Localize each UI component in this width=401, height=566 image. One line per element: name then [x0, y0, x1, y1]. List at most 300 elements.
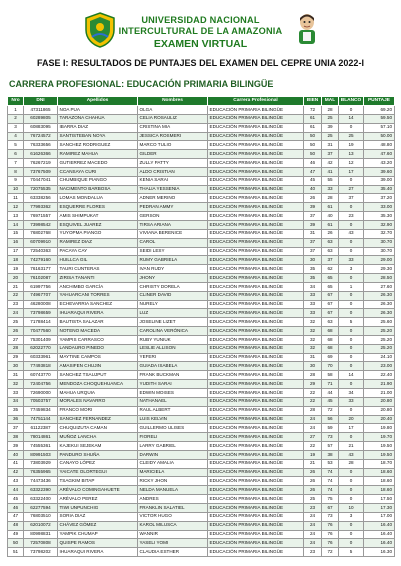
dni-cell: 70477560: [24, 327, 58, 336]
university-name-line2: INTERCULTURAL DE LA AMAZONIA: [118, 26, 283, 36]
dni-cell: 72075535: [24, 185, 58, 194]
row-number: 20: [8, 274, 24, 283]
dni-cell: 73803929: [24, 459, 58, 468]
bien-cell: 26: [304, 194, 322, 203]
blanco-cell: 3: [339, 512, 364, 521]
bien-cell: 29: [304, 380, 322, 389]
mal-cell: 70: [322, 362, 339, 371]
dni-cell: 76803510: [24, 512, 58, 521]
bien-cell: 23: [304, 503, 322, 512]
puntaje-cell: 21.90: [364, 380, 395, 389]
blanco-cell: 34: [339, 389, 364, 398]
bien-cell: 24: [304, 539, 322, 548]
apellidos-cell: MUÑOZ LANCHA: [58, 433, 138, 442]
bien-cell: 50: [304, 141, 322, 150]
table-row: [8, 309, 395, 318]
blanco-cell: 0: [339, 362, 364, 371]
results-table: [7, 96, 395, 557]
dni-cell: 63322390: [24, 486, 58, 495]
mal-cell: 33: [322, 185, 339, 194]
row-number: 19: [8, 265, 24, 274]
dni-cell: 76163177: [24, 265, 58, 274]
nombres-cell: CAROLINA VERÓNICA: [138, 327, 208, 336]
table-row: [8, 123, 395, 132]
dni-cell: 63338256: [24, 194, 58, 203]
row-number: 51: [8, 548, 24, 557]
blanco-cell: 23: [339, 212, 364, 221]
puntaje-cell: 17.50: [364, 495, 395, 504]
puntaje-cell: 39.00: [364, 176, 395, 185]
puntaje-cell: 16.40: [364, 539, 395, 548]
dni-cell: 76333656: [24, 141, 58, 150]
blanco-cell: 0: [339, 433, 364, 442]
row-number: 13: [8, 212, 24, 221]
nombres-cell: CRISTINA MIA: [138, 123, 208, 132]
bien-cell: 32: [304, 335, 322, 344]
dni-cell: 60743770: [24, 371, 58, 380]
dni-cell: 76355965: [24, 468, 58, 477]
bien-cell: 28: [304, 406, 322, 415]
table-row: [8, 300, 395, 309]
puntaje-cell: 26.30: [364, 291, 395, 300]
mal-cell: 26: [322, 229, 339, 238]
mal-cell: 63: [322, 238, 339, 247]
carrera-cell: EDUCACIÓN PRIMARIA BILINGÜE: [208, 389, 304, 398]
nombres-cell: MARCO TULIO: [138, 141, 208, 150]
blanco-cell: 0: [339, 203, 364, 212]
blanco-cell: 28: [339, 459, 364, 468]
dni-cell: 76971557: [24, 212, 58, 221]
carrera-cell: EDUCACIÓN PRIMARIA BILINGÜE: [208, 159, 304, 168]
nombres-cell: ZULLY PATTY: [138, 159, 208, 168]
mal-cell: 72: [322, 548, 339, 557]
nombres-cell: THALIA YESSENIA: [138, 185, 208, 194]
row-number: 24: [8, 309, 24, 318]
row-number: 17: [8, 247, 24, 256]
carrera-cell: EDUCACIÓN PRIMARIA BILINGÜE: [208, 238, 304, 247]
blanco-cell: 21: [339, 442, 364, 451]
table-row: [8, 150, 395, 159]
university-name-line1: UNIVERSIDAD NACIONAL: [141, 15, 260, 25]
bien-cell: 30: [304, 362, 322, 371]
apellidos-cell: ESQUIVEL JUAREZ: [58, 220, 138, 229]
mal-cell: 67: [322, 300, 339, 309]
nombres-cell: KAROL MILUSCA: [138, 521, 208, 530]
apellidos-cell: YUYOPMA PIANGO: [58, 229, 138, 238]
row-number: 32: [8, 380, 24, 389]
apellidos-cell: PACAYA CAY: [58, 247, 138, 256]
mal-cell: 56: [322, 415, 339, 424]
mal-cell: 74: [322, 468, 339, 477]
carrera-cell: EDUCACIÓN PRIMARIA BILINGÜE: [208, 114, 304, 123]
table-row: [8, 548, 395, 557]
apellidos-cell: SANCHEZ FERNANDEZ: [58, 415, 138, 424]
blanco-cell: 17: [339, 424, 364, 433]
mal-cell: 68: [322, 344, 339, 353]
blanco-cell: 0: [339, 309, 364, 318]
blanco-cell: 37: [339, 194, 364, 203]
blanco-cell: 0: [339, 247, 364, 256]
column-header-nro: Nro: [8, 97, 24, 106]
row-number: 46: [8, 503, 24, 512]
blanco-cell: 0: [339, 380, 364, 389]
apellidos-cell: ESQUERRE FLORES: [58, 203, 138, 212]
puntaje-cell: 25.20: [364, 327, 395, 336]
bien-cell: 24: [304, 415, 322, 424]
dni-cell: 72570808: [24, 539, 58, 548]
apellidos-cell: NACIMENTO BARBOSA: [58, 185, 138, 194]
column-header-bien: BIEN: [304, 97, 322, 106]
puntaje-cell: 16.40: [364, 521, 395, 530]
carrera-cell: EDUCACIÓN PRIMARIA BILINGÜE: [208, 344, 304, 353]
dni-cell: 72540363: [24, 247, 58, 256]
apellidos-cell: ZIRISA TANANTI: [58, 274, 138, 283]
bien-cell: 33: [304, 300, 322, 309]
row-number: 28: [8, 344, 24, 353]
phase-heading: FASE I: RESULTADOS DE PUNTAJES DEL EXAMEN DEL CEPRE UNIA 2022-I: [37, 58, 364, 68]
puntaje-cell: 23.00: [364, 362, 395, 371]
carrera-cell: EDUCACIÓN PRIMARIA BILINGÜE: [208, 300, 304, 309]
mal-cell: 73: [322, 512, 339, 521]
row-number: 42: [8, 468, 24, 477]
apellidos-cell: RAMIREZ DIAZ: [58, 238, 138, 247]
apellidos-cell: YAHUARCANI TORRES: [58, 291, 138, 300]
row-number: 35: [8, 406, 24, 415]
row-number: 48: [8, 521, 24, 530]
blanco-cell: 0: [339, 300, 364, 309]
dni-cell: 60333961: [24, 353, 58, 362]
apellidos-cell: ANCHIMBO GARCÍA: [58, 282, 138, 291]
mal-cell: 25: [322, 132, 339, 141]
table-row: [8, 433, 395, 442]
mal-cell: 55: [322, 176, 339, 185]
row-number: 1: [8, 106, 24, 115]
table-header-row: [8, 97, 395, 106]
dni-cell: 70447041: [24, 176, 58, 185]
row-number: 27: [8, 335, 24, 344]
carrera-cell: EDUCACIÓN PRIMARIA BILINGÜE: [208, 468, 304, 477]
dni-cell: 73767509: [24, 167, 58, 176]
table-row: [8, 521, 395, 530]
puntaje-cell: 20.40: [364, 415, 395, 424]
table-row: [8, 486, 395, 495]
bien-cell: 45: [304, 176, 322, 185]
column-header-nombres: Nombres: [138, 97, 208, 106]
row-number: 14: [8, 220, 24, 229]
puntaje-cell: 33.00: [364, 203, 395, 212]
dni-cell: 46280008: [24, 300, 58, 309]
carrera-cell: EDUCACIÓN PRIMARIA BILINGÜE: [208, 247, 304, 256]
nombres-cell: CELIA ROSAULIZ: [138, 114, 208, 123]
mal-cell: 67: [322, 309, 339, 318]
apellidos-cell: IHUARAQUI RIVERA: [58, 309, 138, 318]
carrera-cell: EDUCACIÓN PRIMARIA BILINGÜE: [208, 371, 304, 380]
dni-cell: 77993362: [24, 203, 58, 212]
nombres-cell: JESSICA ROSMERI: [138, 132, 208, 141]
table-row: [8, 185, 395, 194]
blanco-cell: 27: [339, 185, 364, 194]
table-row: [8, 468, 395, 477]
dni-cell: 61626366: [24, 150, 58, 159]
carrera-cell: EDUCACIÓN PRIMARIA BILINGÜE: [208, 495, 304, 504]
puntaje-cell: 69.20: [364, 106, 395, 115]
carrera-cell: EDUCACIÓN PRIMARIA BILINGÜE: [208, 433, 304, 442]
table-row: [8, 291, 395, 300]
mal-cell: 28: [322, 106, 339, 115]
bien-cell: 24: [304, 424, 322, 433]
carrera-cell: EDUCACIÓN PRIMARIA BILINGÜE: [208, 309, 304, 318]
mal-cell: 74: [322, 477, 339, 486]
mal-cell: 68: [322, 327, 339, 336]
apellidos-cell: PANDURO SHUÑA: [58, 450, 138, 459]
blanco-cell: 0: [339, 406, 364, 415]
blanco-cell: 0: [339, 468, 364, 477]
carrera-cell: EDUCACIÓN PRIMARIA BILINGÜE: [208, 521, 304, 530]
row-number: 36: [8, 415, 24, 424]
table-row: [8, 539, 395, 548]
table-row: [8, 194, 395, 203]
dni-cell: 71788414: [24, 318, 58, 327]
mal-cell: 41: [322, 167, 339, 176]
blanco-cell: 5: [339, 548, 364, 557]
puntaje-cell: 50.00: [364, 132, 395, 141]
row-number: 45: [8, 495, 24, 504]
table-row: [8, 247, 395, 256]
mal-cell: 72: [322, 406, 339, 415]
blanco-cell: 0: [339, 220, 364, 229]
mal-cell: 65: [322, 282, 339, 291]
nombres-cell: VICTOR HUGO: [138, 512, 208, 521]
puntaje-cell: 32.70: [364, 229, 395, 238]
puntaje-cell: 57.10: [364, 123, 395, 132]
blanco-cell: 0: [339, 106, 364, 115]
table-row: [8, 362, 395, 371]
mal-cell: 65: [322, 274, 339, 283]
mal-cell: 44: [322, 389, 339, 398]
table-row: [8, 114, 395, 123]
table-row: [8, 406, 395, 415]
puntaje-cell: 29.00: [364, 256, 395, 265]
carrera-cell: EDUCACIÓN PRIMARIA BILINGÜE: [208, 327, 304, 336]
row-number: 3: [8, 123, 24, 132]
nombres-cell: CLEIDY AMALIA: [138, 459, 208, 468]
nombres-cell: RICKY JHON: [138, 477, 208, 486]
dni-cell: 74555361: [24, 442, 58, 451]
dni-cell: 74751144: [24, 415, 58, 424]
bien-cell: 32: [304, 318, 322, 327]
bien-cell: 22: [304, 389, 322, 398]
blanco-cell: 0: [339, 274, 364, 283]
puntaje-cell: 16.30: [364, 548, 395, 557]
apellidos-cell: NOA PUA: [58, 106, 138, 115]
carrera-cell: EDUCACIÓN PRIMARIA BILINGÜE: [208, 318, 304, 327]
dni-cell: 61997756: [24, 282, 58, 291]
apellidos-cell: MAHUA URQUIA: [58, 389, 138, 398]
apellidos-cell: NOTENO MACEDA: [58, 327, 138, 336]
nombres-cell: LESLIE ALLISON: [138, 344, 208, 353]
carrera-cell: EDUCACIÓN PRIMARIA BILINGÜE: [208, 512, 304, 521]
puntaje-cell: 35.30: [364, 212, 395, 221]
bien-cell: 28: [304, 371, 322, 380]
mal-cell: 40: [322, 212, 339, 221]
puntaje-cell: 26.30: [364, 309, 395, 318]
bien-cell: 33: [304, 309, 322, 318]
puntaje-cell: 20.80: [364, 406, 395, 415]
blanco-cell: 25: [339, 132, 364, 141]
blanco-cell: 12: [339, 159, 364, 168]
nombres-cell: PEDRAN AMMY: [138, 203, 208, 212]
carrera-cell: EDUCACIÓN PRIMARIA BILINGÜE: [208, 362, 304, 371]
table-row: [8, 229, 395, 238]
column-header-mal: MAL: [322, 97, 339, 106]
mal-cell: 25: [322, 114, 339, 123]
mal-cell: 76: [322, 521, 339, 530]
blanco-cell: 0: [339, 238, 364, 247]
apellidos-cell: TIWI UNPUNCHIG: [58, 503, 138, 512]
bien-cell: 33: [304, 291, 322, 300]
table-row: [8, 106, 395, 115]
table-row: [8, 203, 395, 212]
mal-cell: 62: [322, 265, 339, 274]
row-number: 9: [8, 176, 24, 185]
blanco-cell: 13: [339, 150, 364, 159]
carrera-cell: EDUCACIÓN PRIMARIA BILINGÜE: [208, 406, 304, 415]
blanco-cell: 33: [339, 397, 364, 406]
bien-cell: 25: [304, 495, 322, 504]
table-row: [8, 415, 395, 424]
nombres-cell: NURELY: [138, 300, 208, 309]
row-number: 21: [8, 282, 24, 291]
row-number: 47: [8, 512, 24, 521]
apellidos-cell: KAJEKUI SEJEKAM: [58, 442, 138, 451]
apellidos-cell: YAMPIS CARRASCO: [58, 335, 138, 344]
bien-cell: 40: [304, 185, 322, 194]
carrera-cell: EDUCACIÓN PRIMARIA BILINGÜE: [208, 397, 304, 406]
bien-cell: 46: [304, 159, 322, 168]
nombres-cell: RUMY GABRIELA: [138, 256, 208, 265]
bien-cell: 47: [304, 167, 322, 176]
carrera-cell: EDUCACIÓN PRIMARIA BILINGÜE: [208, 106, 304, 115]
table-row: [8, 424, 395, 433]
row-number: 4: [8, 132, 24, 141]
table-row: [8, 274, 395, 283]
dni-cell: 72690000: [24, 389, 58, 398]
mal-cell: 76: [322, 539, 339, 548]
mal-cell: 31: [322, 141, 339, 150]
dni-cell: 76724572: [24, 132, 58, 141]
apellidos-cell: CHUQUIZUTA CAMAN: [58, 424, 138, 433]
bien-cell: 31: [304, 353, 322, 362]
carrera-cell: EDUCACIÓN PRIMARIA BILINGÜE: [208, 185, 304, 194]
row-number: 23: [8, 300, 24, 309]
dni-cell: 62277594: [24, 503, 58, 512]
nombres-cell: NELDA MANUELA: [138, 486, 208, 495]
blanco-cell: 14: [339, 371, 364, 380]
nombres-cell: YASELI YOMI: [138, 539, 208, 548]
bien-cell: 72: [304, 106, 322, 115]
apellidos-cell: TSAGKIM BITAP: [58, 477, 138, 486]
apellidos-cell: SANTISTEBAN NOYA: [58, 132, 138, 141]
bien-cell: 37: [304, 247, 322, 256]
blanco-cell: 17: [339, 167, 364, 176]
carrera-cell: EDUCACIÓN PRIMARIA BILINGÜE: [208, 503, 304, 512]
dni-cell: 80991503: [24, 450, 58, 459]
table-row: [8, 450, 395, 459]
blanco-cell: 43: [339, 229, 364, 238]
dni-cell: 73798659: [24, 309, 58, 318]
mal-cell: 61: [322, 220, 339, 229]
mal-cell: 67: [322, 503, 339, 512]
puntaje-cell: 18.60: [364, 486, 395, 495]
blanco-cell: 19: [339, 141, 364, 150]
bien-cell: 32: [304, 327, 322, 336]
puntaje-cell: 28.50: [364, 274, 395, 283]
nombres-cell: WANNIR: [138, 530, 208, 539]
apellidos-cell: YAICATE OLORTEGUI: [58, 468, 138, 477]
bien-cell: 39: [304, 203, 322, 212]
dni-cell: 61122387: [24, 424, 58, 433]
row-number: 6: [8, 150, 24, 159]
nombres-cell: CAROL: [138, 238, 208, 247]
carrera-cell: EDUCACIÓN PRIMARIA BILINGÜE: [208, 220, 304, 229]
bien-cell: 26: [304, 468, 322, 477]
row-number: 8: [8, 167, 24, 176]
blanco-cell: 33: [339, 256, 364, 265]
dni-cell: 73998542: [24, 220, 58, 229]
blanco-cell: 0: [339, 123, 364, 132]
nombres-cell: MARICIELA: [138, 468, 208, 477]
puntaje-cell: 29.30: [364, 265, 395, 274]
bien-cell: 26: [304, 477, 322, 486]
nombres-cell: GILDER: [138, 150, 208, 159]
mal-cell: 38: [322, 450, 339, 459]
mal-cell: 28: [322, 194, 339, 203]
nombres-cell: EDWIN MOISES: [138, 389, 208, 398]
puntaje-cell: 19.50: [364, 450, 395, 459]
puntaje-cell: 24.10: [364, 353, 395, 362]
table-row: [8, 282, 395, 291]
column-header-blanco: BLANCO: [339, 97, 364, 106]
mal-cell: 68: [322, 335, 339, 344]
bien-cell: 61: [304, 114, 322, 123]
nombres-cell: DARWIN: [138, 450, 208, 459]
dni-cell: 75301409: [24, 335, 58, 344]
apellidos-cell: QUISPE RAMOS: [58, 539, 138, 548]
apellidos-cell: BAUTISTA SALAZAR: [58, 318, 138, 327]
row-number: 50: [8, 539, 24, 548]
blanco-cell: 14: [339, 114, 364, 123]
apellidos-cell: MORALES NAVARRO: [58, 397, 138, 406]
nombres-cell: JHONY: [138, 274, 208, 283]
carrera-cell: EDUCACIÓN PRIMARIA BILINGÜE: [208, 123, 304, 132]
puntaje-cell: 19.50: [364, 442, 395, 451]
nombres-cell: NATHANAEL: [138, 397, 208, 406]
bien-cell: 31: [304, 229, 322, 238]
nombres-cell: FIORELI: [138, 433, 208, 442]
bien-cell: 35: [304, 274, 322, 283]
dni-cell: 47311865: [24, 106, 58, 115]
nombres-cell: VIVIANA BERENICE: [138, 229, 208, 238]
apellidos-cell: SANCHEZ RODRIGUEZ: [58, 141, 138, 150]
row-number: 33: [8, 389, 24, 398]
dni-cell: 76802768: [24, 229, 58, 238]
table-row: [8, 512, 395, 521]
table-row: [8, 477, 395, 486]
nombres-cell: GUILLERMO ULISES: [138, 424, 208, 433]
puntaje-cell: 25.60: [364, 318, 395, 327]
carrera-cell: EDUCACIÓN PRIMARIA BILINGÜE: [208, 291, 304, 300]
carrera-cell: EDUCACIÓN PRIMARIA BILINGÜE: [208, 477, 304, 486]
